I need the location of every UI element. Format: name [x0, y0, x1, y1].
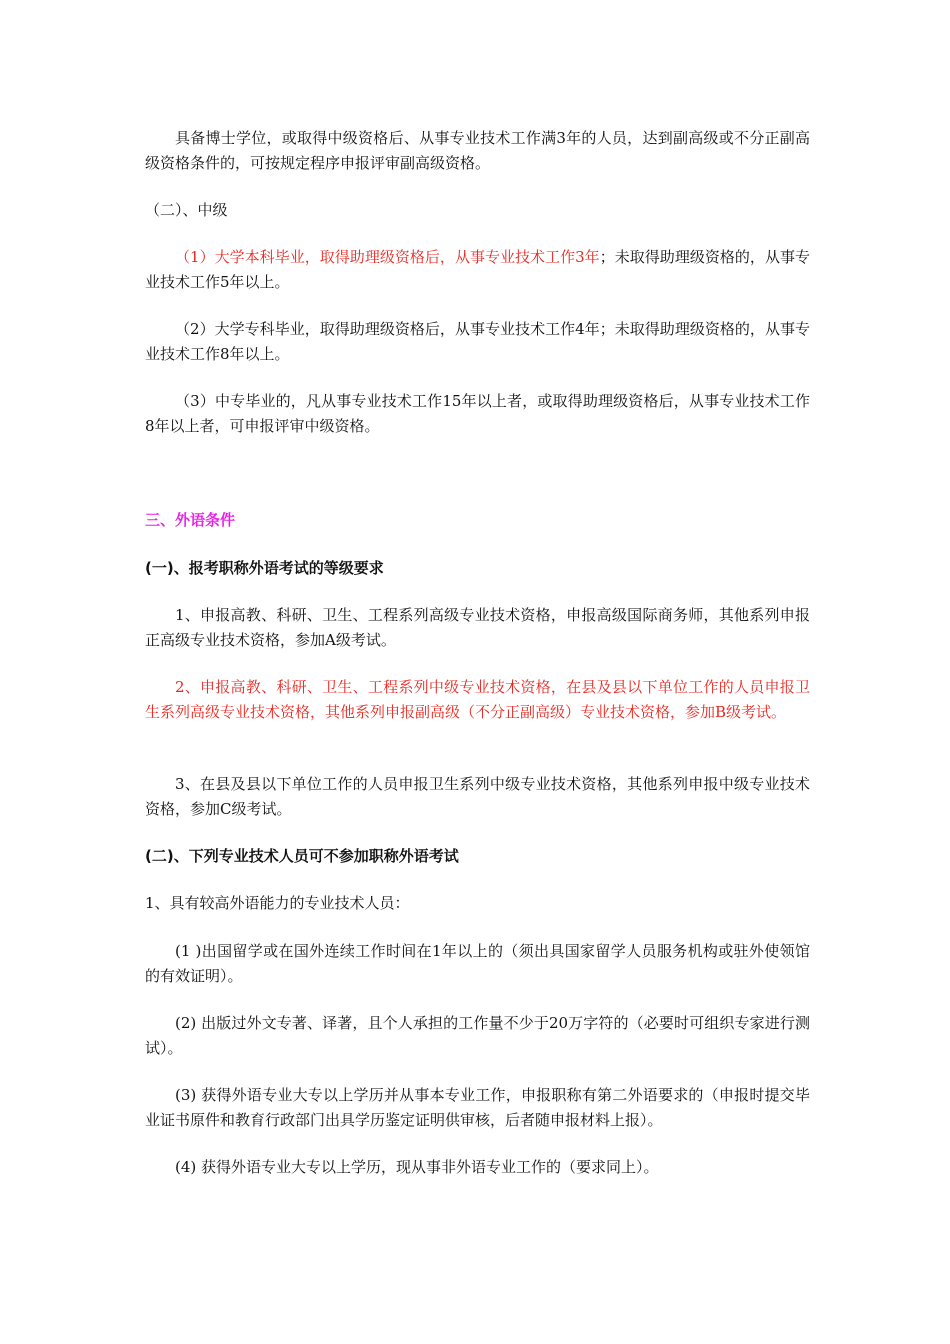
highlighted-text: （1）大学本科毕业，取得助理级资格后，从事专业技术工作3年	[175, 248, 600, 266]
paragraph-text: ；未取得助理级资格的，从事专业技术工作5年以上。	[145, 248, 810, 291]
paragraph-exemption-1: 1、具有较高外语能力的专业技术人员：	[145, 894, 410, 912]
subheading-exemptions: (二)、下列专业技术人员可不参加职称外语考试	[145, 847, 459, 865]
paragraph-requirement-1: 1、申报高教、科研、卫生、工程系列高级专业技术资格，申报高级国际商务师，其他系列申报正高级专业技术资格，参加A级考试。	[145, 606, 810, 649]
paragraph-exemption-1d: (4) 获得外语专业大专以上学历，现从事非外语专业工作的（要求同上）。	[175, 1158, 659, 1176]
paragraph-requirement-3: 3、在县及县以下单位工作的人员申报卫生系列中级专业技术资格，其他系列申报中级专业技术资格，参加C级考试。	[145, 775, 810, 818]
paragraph-exemption-1a: (1 )出国留学或在国外连续工作时间在1年以上的（须出具国家留学人员服务机构或驻外使领馆的有效证明）。	[145, 942, 810, 985]
paragraph-intermediate-1	[145, 245, 810, 295]
heading-intermediate-text: （二）、中级	[145, 201, 228, 219]
paragraph-exemption-1b: (2) 出版过外文专著、译著，且个人承担的工作量不少于20万字符的（必要时可组织专家进行测试）。	[145, 1014, 810, 1057]
subheading-level-requirements: (一)、报考职称外语考试的等级要求	[145, 559, 384, 577]
paragraph-exemption-1c: (3) 获得外语专业大专以上学历并从事本专业工作，申报职称有第二外语要求的（申报时提交毕业证书原件和教育行政部门出具学历鉴定证明供审核，后者随申报材料上报）。	[145, 1086, 810, 1129]
paragraph-intermediate-2: （2）大学专科毕业，取得助理级资格后，从事专业技术工作4年；未取得助理级资格的，从事专业技术工作8年以上。	[145, 320, 810, 363]
paragraph-requirement-2: 2、申报高教、科研、卫生、工程系列中级专业技术资格，在县及县以下单位工作的人员申报卫生系列高级专业技术资格，其他系列申报副高级（不分正副高级）专业技术资格，参加B级考试。	[145, 678, 810, 721]
heading-intermediate	[145, 198, 810, 223]
section-heading-foreign-language: 三、外语条件	[145, 511, 236, 529]
paragraph-senior-qualification: 具备博士学位，或取得中级资格后、从事专业技术工作满3年的人员，达到副高级或不分正副高级资格条件的，可按规定程序申报评审副高级资格。	[145, 129, 810, 172]
paragraph-intermediate-3: （3）中专毕业的，凡从事专业技术工作15年以上者，或取得助理级资格后，从事专业技术工作8年以上者，可申报评审中级资格。	[145, 392, 810, 435]
